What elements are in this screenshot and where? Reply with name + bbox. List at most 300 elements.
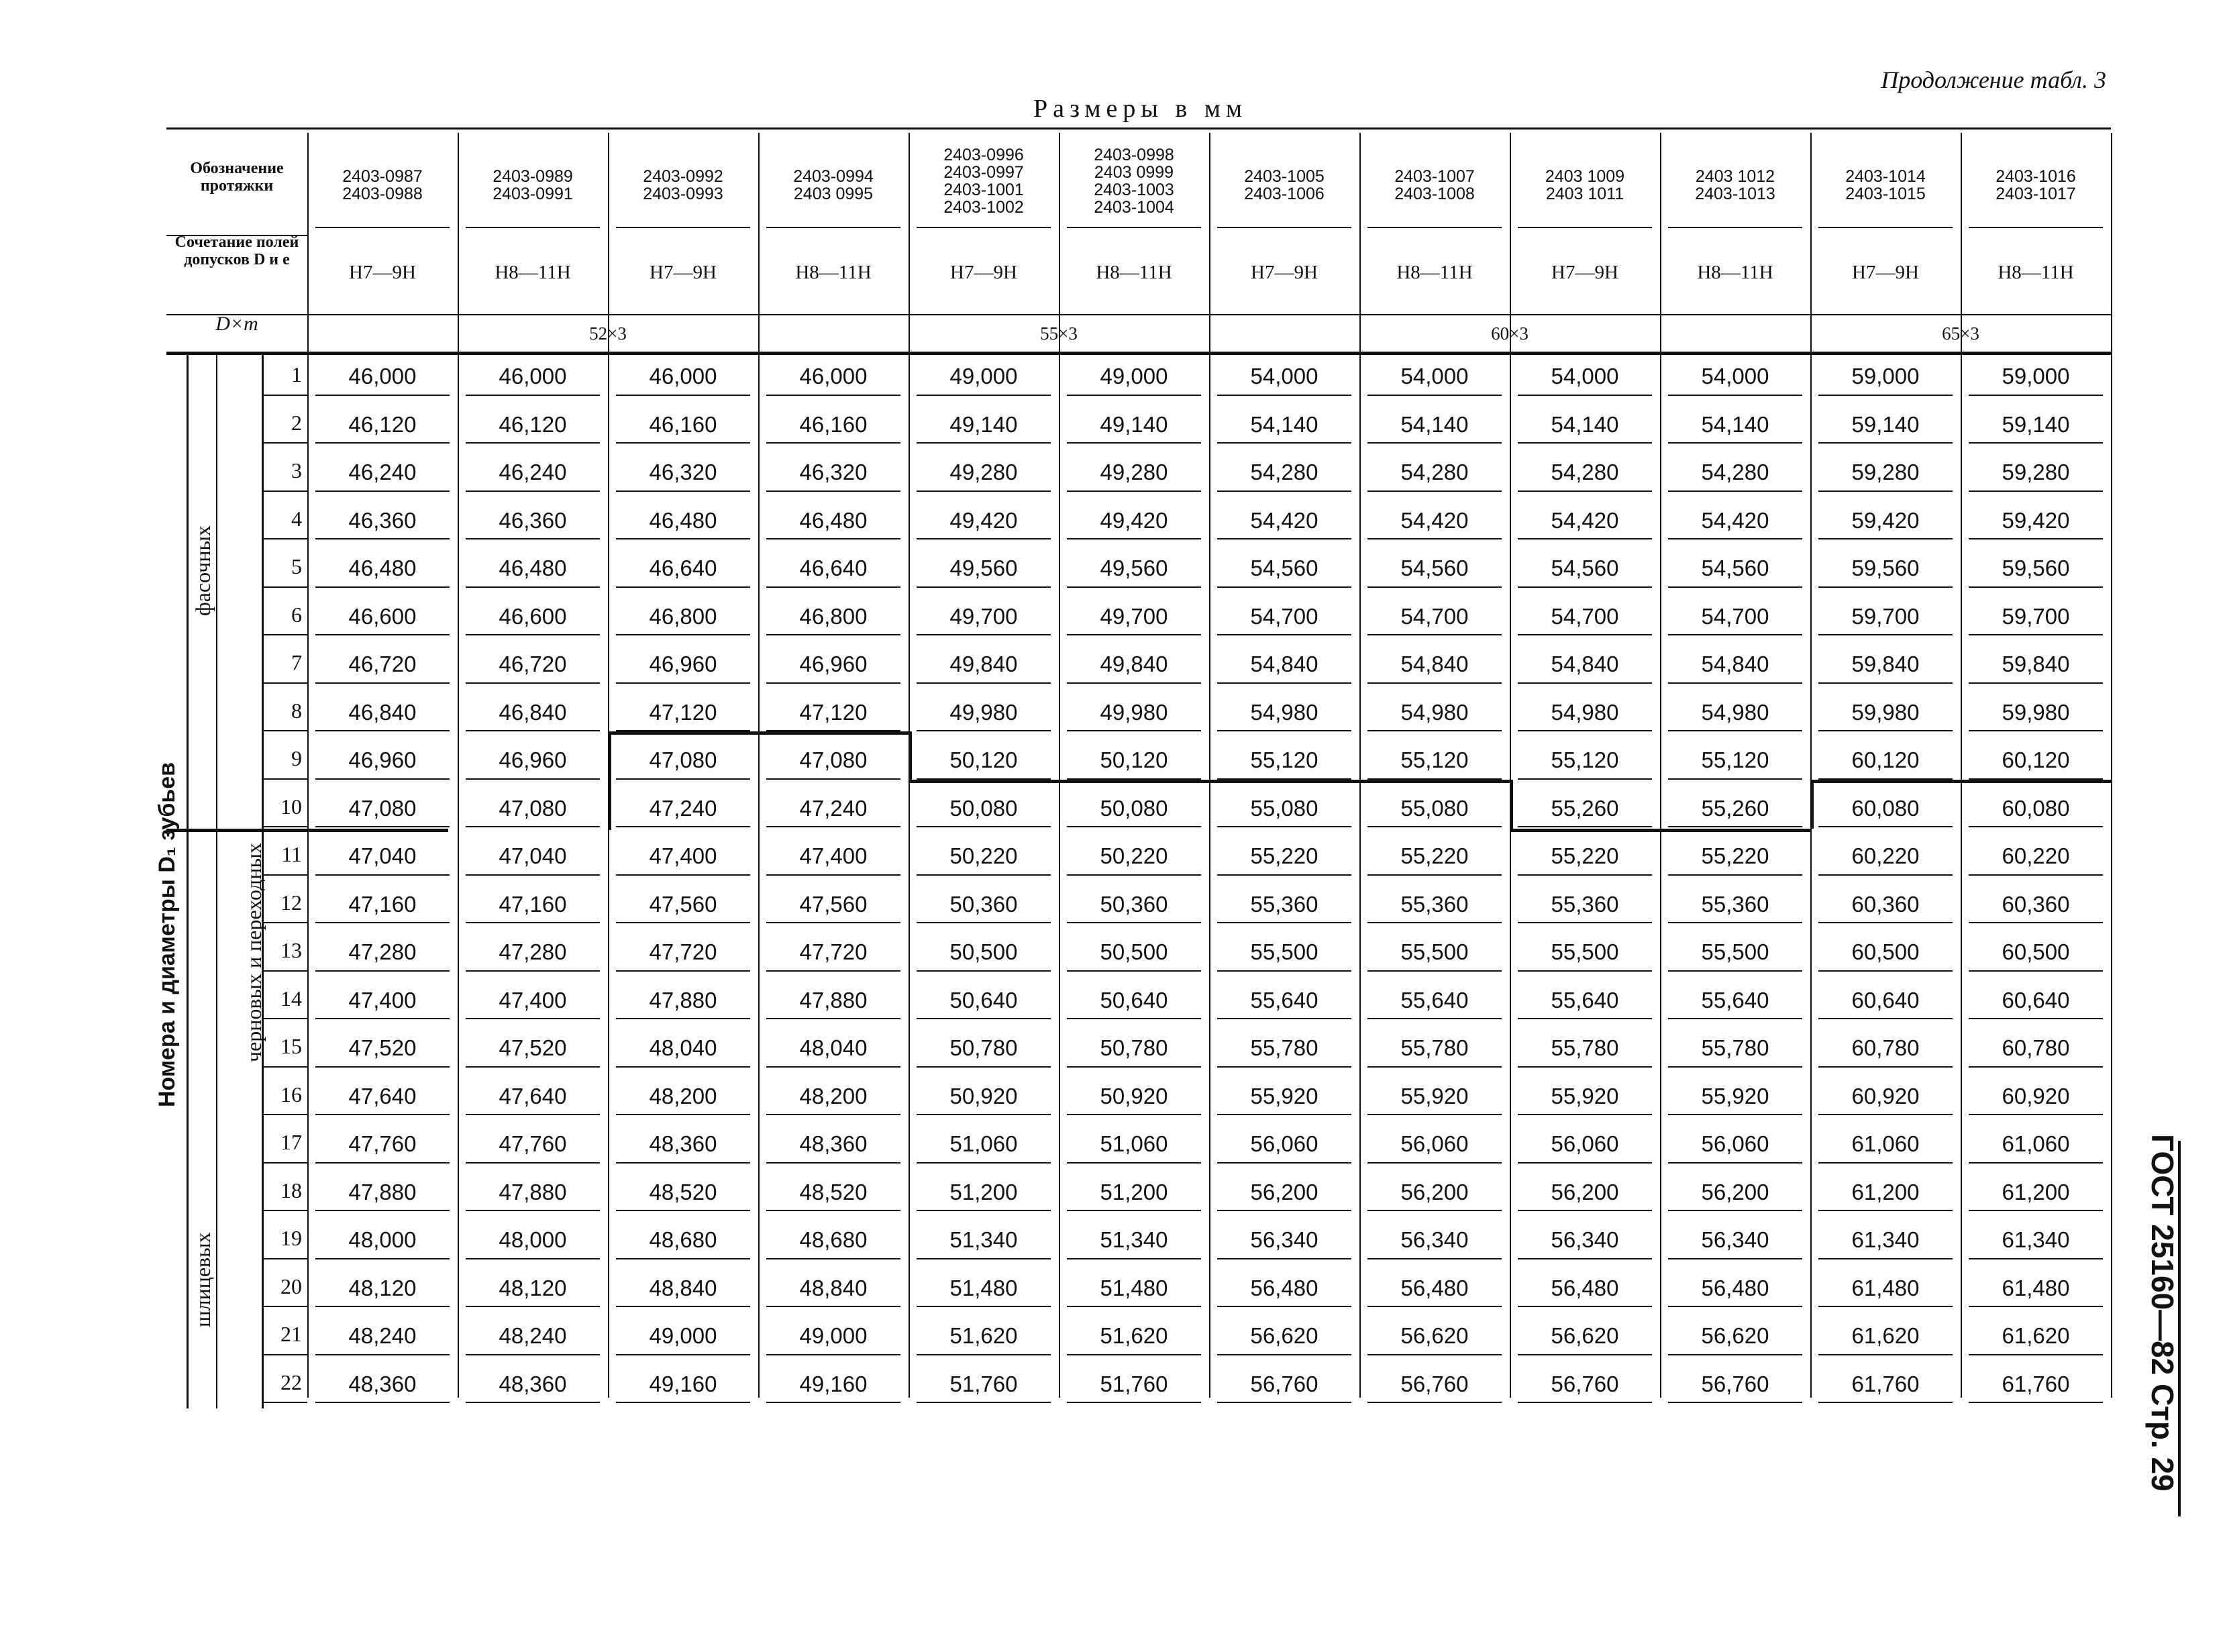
row-number: 1 bbox=[291, 362, 302, 386]
v-line bbox=[216, 353, 217, 1408]
h-line bbox=[1518, 586, 1652, 588]
h-line bbox=[1367, 970, 1502, 972]
table-cell: 55,640 bbox=[1551, 987, 1619, 1013]
dxm-group: 60×3 bbox=[1491, 323, 1529, 344]
table-cell: 59,560 bbox=[2002, 556, 2070, 580]
h-line bbox=[1067, 1402, 1201, 1403]
table-cell: 46,720 bbox=[348, 652, 417, 676]
h-line bbox=[262, 1258, 307, 1259]
table-cell: 54,000 bbox=[1701, 364, 1769, 389]
table-cell: 49,560 bbox=[949, 556, 1018, 580]
boundary-line bbox=[1810, 780, 1814, 829]
table-cell: 54,840 bbox=[1551, 652, 1619, 676]
table-cell: 59,280 bbox=[2002, 460, 2070, 484]
table-cell: 47,400 bbox=[499, 987, 567, 1013]
h-line bbox=[917, 1114, 1051, 1115]
table-cell: 56,060 bbox=[1701, 1131, 1769, 1156]
h-line bbox=[262, 1306, 307, 1307]
table-cell: 56,620 bbox=[1701, 1323, 1769, 1348]
table-cell: 47,040 bbox=[348, 843, 417, 868]
table-cell: 54,280 bbox=[1400, 460, 1469, 484]
table-cell: 50,780 bbox=[949, 1035, 1018, 1060]
row-axis-label: Номера и диаметры D₁ зубьев bbox=[154, 762, 180, 1107]
h-line bbox=[262, 826, 307, 827]
h-line bbox=[1367, 730, 1502, 731]
h-line bbox=[766, 491, 900, 492]
table-cell: 47,640 bbox=[348, 1083, 417, 1108]
table-cell: 47,720 bbox=[649, 939, 717, 964]
h-line bbox=[1067, 538, 1201, 539]
table-cell: 56,200 bbox=[1701, 1179, 1769, 1204]
table-cell: 55,780 bbox=[1701, 1035, 1769, 1060]
row-number: 21 bbox=[280, 1322, 302, 1346]
row-number: 16 bbox=[280, 1082, 302, 1106]
h-line bbox=[1067, 442, 1201, 444]
dxm-group: 52×3 bbox=[589, 323, 627, 344]
dxm-label: D×m bbox=[215, 313, 258, 335]
table-cell: 55,640 bbox=[1400, 987, 1469, 1013]
h-line bbox=[1367, 491, 1502, 492]
table-cell: 51,200 bbox=[949, 1179, 1018, 1204]
table-cell: 54,280 bbox=[1551, 460, 1619, 484]
h-line bbox=[1067, 634, 1201, 635]
table-cell: 59,980 bbox=[2002, 699, 2070, 725]
designation-label: Обозначение протяжки bbox=[190, 160, 284, 195]
v-line bbox=[1660, 133, 1661, 1398]
table-cell: 54,420 bbox=[1551, 507, 1619, 533]
table-cell: 49,980 bbox=[949, 699, 1018, 725]
table-cell: 50,780 bbox=[1100, 1035, 1168, 1060]
h-line bbox=[1668, 1354, 1802, 1355]
h-line bbox=[1668, 1114, 1802, 1115]
dxm-group: 55×3 bbox=[1040, 323, 1078, 344]
h-line bbox=[315, 730, 450, 731]
column-code: 2403-0989 2403-0991 bbox=[493, 167, 573, 203]
h-line bbox=[1367, 1114, 1502, 1115]
row-number: 14 bbox=[280, 986, 302, 1011]
h-line bbox=[1217, 634, 1351, 635]
table-cell: 47,880 bbox=[348, 1179, 417, 1204]
table-cell: 47,400 bbox=[649, 843, 717, 868]
h-line bbox=[1668, 1306, 1802, 1307]
table-cell: 56,760 bbox=[1400, 1371, 1469, 1396]
table-cell: 55,120 bbox=[1250, 747, 1318, 772]
row-number: 4 bbox=[291, 506, 302, 531]
units-caption: Размеры в мм bbox=[1033, 95, 1247, 123]
h-line bbox=[315, 970, 450, 972]
h-line bbox=[1217, 538, 1351, 539]
table-cell: 46,640 bbox=[649, 556, 717, 580]
table-cell: 47,120 bbox=[799, 699, 868, 725]
h-line bbox=[766, 1210, 900, 1211]
h-line bbox=[1818, 634, 1953, 635]
h-line bbox=[1668, 442, 1802, 444]
h-line bbox=[315, 826, 450, 827]
h-line bbox=[262, 970, 307, 972]
table-cell: 49,140 bbox=[1100, 411, 1168, 437]
h-line bbox=[1518, 1402, 1652, 1403]
h-line bbox=[1518, 227, 1652, 228]
table-cell: 56,340 bbox=[1701, 1227, 1769, 1252]
h-line bbox=[1518, 1114, 1652, 1115]
table-cell: 47,160 bbox=[499, 891, 567, 917]
table-cell: 60,220 bbox=[2002, 843, 2070, 868]
h-line bbox=[262, 491, 307, 492]
table-cell: 47,400 bbox=[799, 843, 868, 868]
h-line bbox=[1518, 491, 1652, 492]
table-cell: 60,640 bbox=[1851, 987, 1920, 1013]
h-line bbox=[1668, 395, 1802, 396]
h-line bbox=[466, 1258, 600, 1259]
h-line bbox=[1969, 730, 2103, 731]
column-code: 2403 1009 2403 1011 bbox=[1545, 167, 1625, 203]
table-cell: 55,500 bbox=[1551, 939, 1619, 964]
h-line bbox=[315, 227, 450, 228]
table-cell: 47,280 bbox=[348, 939, 417, 964]
h-line bbox=[766, 586, 900, 588]
table-cell: 60,080 bbox=[1851, 795, 1920, 821]
v-line bbox=[262, 353, 264, 1408]
table-cell: 55,920 bbox=[1400, 1083, 1469, 1108]
column-tolerance: H8—11H bbox=[1396, 262, 1473, 283]
table-cell: 60,500 bbox=[1851, 939, 1920, 964]
column-tolerance: H7—9H bbox=[1551, 262, 1618, 283]
h-line bbox=[1818, 730, 1953, 731]
h-line bbox=[1668, 1258, 1802, 1259]
h-line bbox=[1969, 634, 2103, 635]
h-line bbox=[466, 395, 600, 396]
table-cell: 54,280 bbox=[1250, 460, 1318, 484]
h-line bbox=[1067, 1018, 1201, 1019]
h-line bbox=[1969, 970, 2103, 972]
table-cell: 54,000 bbox=[1400, 364, 1469, 389]
column-code: 2403-0996 2403-0997 2403-1001 2403-1002 bbox=[943, 146, 1024, 217]
h-line bbox=[1518, 442, 1652, 444]
h-line bbox=[917, 586, 1051, 588]
h-line bbox=[1969, 1114, 2103, 1115]
h-line bbox=[766, 538, 900, 539]
h-line bbox=[917, 1354, 1051, 1355]
h-line bbox=[766, 1258, 900, 1259]
table-cell: 48,240 bbox=[348, 1323, 417, 1348]
table-cell: 51,620 bbox=[949, 1323, 1018, 1348]
h-line bbox=[917, 1066, 1051, 1068]
column-code: 2403-1005 2403-1006 bbox=[1244, 167, 1325, 203]
table-cell: 51,480 bbox=[949, 1275, 1018, 1300]
h-line bbox=[262, 1114, 307, 1115]
h-line bbox=[917, 922, 1051, 923]
table-cell: 60,780 bbox=[2002, 1035, 2070, 1060]
h-line bbox=[315, 874, 450, 876]
table-cell: 48,120 bbox=[348, 1275, 417, 1300]
h-line bbox=[1067, 1114, 1201, 1115]
table-cell: 55,920 bbox=[1701, 1083, 1769, 1108]
h-line bbox=[315, 1018, 450, 1019]
h-line bbox=[262, 1210, 307, 1211]
v-line bbox=[1209, 133, 1210, 1398]
h-line bbox=[466, 227, 600, 228]
h-line bbox=[1367, 634, 1502, 635]
row-number: 20 bbox=[280, 1274, 302, 1298]
row-number: 15 bbox=[280, 1034, 302, 1058]
h-line bbox=[315, 1162, 450, 1164]
table-cell: 61,200 bbox=[1851, 1179, 1920, 1204]
h-line bbox=[1367, 826, 1502, 827]
table-cell: 61,760 bbox=[2002, 1371, 2070, 1396]
h-line bbox=[1969, 491, 2103, 492]
table-cell: 46,480 bbox=[348, 556, 417, 580]
table-cell: 55,260 bbox=[1701, 795, 1769, 821]
table-cell: 48,200 bbox=[799, 1083, 868, 1108]
table-cell: 46,720 bbox=[499, 652, 567, 676]
h-line bbox=[1518, 395, 1652, 396]
h-line bbox=[315, 1258, 450, 1259]
h-line bbox=[1067, 874, 1201, 876]
row-number: 8 bbox=[291, 698, 302, 723]
h-line bbox=[766, 227, 900, 228]
table-cell: 47,760 bbox=[499, 1131, 567, 1156]
h-line bbox=[1668, 227, 1802, 228]
h-line bbox=[262, 1018, 307, 1019]
h-line bbox=[315, 1114, 450, 1115]
h-line bbox=[1518, 730, 1652, 731]
table-cell: 56,480 bbox=[1250, 1275, 1318, 1300]
table-cell: 48,360 bbox=[799, 1131, 868, 1156]
h-line bbox=[1518, 970, 1652, 972]
table-cell: 54,840 bbox=[1701, 652, 1769, 676]
h-line bbox=[766, 1306, 900, 1307]
h-line bbox=[616, 1258, 750, 1259]
table-cell: 56,340 bbox=[1400, 1227, 1469, 1252]
table-cell: 46,480 bbox=[649, 507, 717, 533]
table-cell: 55,120 bbox=[1701, 747, 1769, 772]
table-cell: 61,620 bbox=[1851, 1323, 1920, 1348]
table-cell: 46,840 bbox=[499, 699, 567, 725]
table-cell: 54,840 bbox=[1400, 652, 1469, 676]
v-line bbox=[2111, 133, 2112, 1398]
table-cell: 47,560 bbox=[799, 891, 868, 917]
table-cell: 51,060 bbox=[949, 1131, 1018, 1156]
group-splined: шлицевых bbox=[191, 1232, 215, 1327]
h-line bbox=[262, 586, 307, 588]
table-cell: 59,000 bbox=[1851, 364, 1920, 389]
table-cell: 50,080 bbox=[949, 795, 1018, 821]
table-cell: 55,220 bbox=[1400, 843, 1469, 868]
table-cell: 54,560 bbox=[1250, 556, 1318, 580]
table-cell: 55,360 bbox=[1250, 891, 1318, 917]
table-cell: 50,640 bbox=[1100, 987, 1168, 1013]
table-cell: 56,480 bbox=[1701, 1275, 1769, 1300]
table-cell: 47,760 bbox=[348, 1131, 417, 1156]
table-cell: 46,120 bbox=[499, 411, 567, 437]
h-line bbox=[766, 970, 900, 972]
h-line bbox=[616, 538, 750, 539]
h-line bbox=[466, 1114, 600, 1115]
h-line bbox=[1818, 442, 1953, 444]
row-number: 10 bbox=[280, 794, 302, 819]
h-line bbox=[766, 1162, 900, 1164]
h-line bbox=[917, 1162, 1051, 1164]
table-cell: 46,000 bbox=[348, 364, 417, 389]
table-cell: 55,500 bbox=[1701, 939, 1769, 964]
h-line bbox=[1367, 1402, 1502, 1403]
table-cell: 61,480 bbox=[1851, 1275, 1920, 1300]
table-cell: 51,760 bbox=[949, 1371, 1018, 1396]
h-line bbox=[1668, 730, 1802, 731]
h-line bbox=[466, 634, 600, 635]
h-line bbox=[1518, 874, 1652, 876]
table-cell: 47,720 bbox=[799, 939, 868, 964]
h-line bbox=[917, 1210, 1051, 1211]
table-cell: 54,560 bbox=[1701, 556, 1769, 580]
v-line bbox=[758, 133, 760, 1398]
table-cell: 56,620 bbox=[1400, 1323, 1469, 1348]
table-cell: 51,760 bbox=[1100, 1371, 1168, 1396]
table-cell: 47,880 bbox=[499, 1179, 567, 1204]
tolerance-label: Сочетание полей допусков D и e bbox=[174, 234, 299, 268]
h-line bbox=[466, 874, 600, 876]
h-line bbox=[466, 922, 600, 923]
table-cell: 49,280 bbox=[949, 460, 1018, 484]
table-cell: 49,840 bbox=[949, 652, 1018, 676]
h-line bbox=[1217, 1066, 1351, 1068]
h-line bbox=[1217, 682, 1351, 684]
h-line bbox=[766, 395, 900, 396]
h-line bbox=[1969, 1354, 2103, 1355]
h-line bbox=[917, 730, 1051, 731]
h-line bbox=[766, 1114, 900, 1115]
h-line bbox=[1067, 227, 1201, 228]
h-line bbox=[1518, 1066, 1652, 1068]
table-cell: 55,780 bbox=[1250, 1035, 1318, 1060]
h-line bbox=[1969, 586, 2103, 588]
table-cell: 56,060 bbox=[1400, 1131, 1469, 1156]
v-line bbox=[1359, 133, 1361, 1398]
table-cell: 61,760 bbox=[1851, 1371, 1920, 1396]
h-line bbox=[1367, 538, 1502, 539]
h-line bbox=[466, 1306, 600, 1307]
page-note: Продолжение табл. 3 bbox=[1881, 66, 2106, 93]
column-code: 2403-1007 2403-1008 bbox=[1394, 167, 1475, 203]
h-line bbox=[1518, 634, 1652, 635]
h-line bbox=[1067, 1210, 1201, 1211]
table-cell: 56,060 bbox=[1551, 1131, 1619, 1156]
column-tolerance: H7—9H bbox=[1852, 262, 1919, 283]
h-line bbox=[466, 1066, 600, 1068]
h-line bbox=[262, 922, 307, 923]
h-line bbox=[1067, 970, 1201, 972]
table-cell: 60,780 bbox=[1851, 1035, 1920, 1060]
column-tolerance: H8—11H bbox=[1096, 262, 1172, 283]
column-tolerance: H7—9H bbox=[1251, 262, 1318, 283]
table-cell: 46,320 bbox=[649, 460, 717, 484]
table-cell: 55,360 bbox=[1701, 891, 1769, 917]
table-cell: 46,000 bbox=[799, 364, 868, 389]
v-line bbox=[1961, 133, 1962, 1398]
h-line bbox=[616, 1018, 750, 1019]
table-cell: 46,600 bbox=[499, 603, 567, 629]
h-line bbox=[1818, 922, 1953, 923]
row-number: 22 bbox=[280, 1370, 302, 1394]
table-cell: 46,160 bbox=[799, 411, 868, 437]
h-line bbox=[1818, 1018, 1953, 1019]
table-cell: 60,360 bbox=[1851, 891, 1920, 917]
table-cell: 56,060 bbox=[1250, 1131, 1318, 1156]
h-line bbox=[1969, 227, 2103, 228]
h-line bbox=[1668, 1018, 1802, 1019]
table-cell: 49,000 bbox=[799, 1323, 868, 1348]
top-rule bbox=[166, 127, 2111, 130]
table-cell: 56,620 bbox=[1551, 1323, 1619, 1348]
table-cell: 47,080 bbox=[348, 795, 417, 821]
h-line bbox=[1217, 227, 1351, 228]
table-cell: 54,560 bbox=[1400, 556, 1469, 580]
table-cell: 59,840 bbox=[2002, 652, 2070, 676]
h-line bbox=[1818, 1354, 1953, 1355]
table-cell: 60,920 bbox=[2002, 1083, 2070, 1108]
table-cell: 60,120 bbox=[2002, 747, 2070, 772]
table-cell: 54,140 bbox=[1551, 411, 1619, 437]
table-cell: 47,880 bbox=[799, 987, 868, 1013]
h-line bbox=[766, 826, 900, 827]
h-line bbox=[315, 682, 450, 684]
h-line bbox=[1969, 1066, 2103, 1068]
h-line bbox=[1818, 586, 1953, 588]
table-cell: 54,980 bbox=[1701, 699, 1769, 725]
h-line bbox=[616, 874, 750, 876]
table-cell: 54,420 bbox=[1400, 507, 1469, 533]
h-line bbox=[262, 1402, 307, 1403]
column-tolerance: H7—9H bbox=[349, 262, 416, 283]
table-cell: 49,000 bbox=[949, 364, 1018, 389]
h-line bbox=[1067, 395, 1201, 396]
table-cell: 59,560 bbox=[1851, 556, 1920, 580]
column-tolerance: H8—11H bbox=[1697, 262, 1773, 283]
column-code: 2403-0998 2403 0999 2403-1003 2403-1004 bbox=[1094, 146, 1174, 217]
table-cell: 56,200 bbox=[1551, 1179, 1619, 1204]
h-line bbox=[1668, 874, 1802, 876]
boundary-line bbox=[909, 731, 912, 780]
h-line bbox=[166, 235, 307, 236]
table-cell: 54,980 bbox=[1250, 699, 1318, 725]
h-line bbox=[466, 1018, 600, 1019]
row-number: 6 bbox=[291, 602, 302, 627]
table-cell: 55,360 bbox=[1400, 891, 1469, 917]
h-line bbox=[1217, 922, 1351, 923]
table-cell: 46,640 bbox=[799, 556, 868, 580]
h-line bbox=[1067, 491, 1201, 492]
table-cell: 48,840 bbox=[799, 1275, 868, 1300]
h-line bbox=[1367, 227, 1502, 228]
h-line bbox=[1067, 586, 1201, 588]
table-cell: 59,840 bbox=[1851, 652, 1920, 676]
table-cell: 55,120 bbox=[1400, 747, 1469, 772]
boundary-line bbox=[1510, 780, 1513, 829]
table-cell: 54,980 bbox=[1551, 699, 1619, 725]
table-cell: 50,120 bbox=[1100, 747, 1168, 772]
h-line bbox=[315, 1354, 450, 1355]
table-cell: 60,080 bbox=[2002, 795, 2070, 821]
h-line bbox=[1969, 1162, 2103, 1164]
h-line bbox=[466, 1354, 600, 1355]
boundary-line bbox=[608, 731, 909, 735]
table-cell: 47,040 bbox=[499, 843, 567, 868]
h-line bbox=[1367, 442, 1502, 444]
h-line bbox=[1818, 1114, 1953, 1115]
h-line bbox=[1668, 491, 1802, 492]
h-line bbox=[1367, 586, 1502, 588]
h-line bbox=[262, 538, 307, 539]
